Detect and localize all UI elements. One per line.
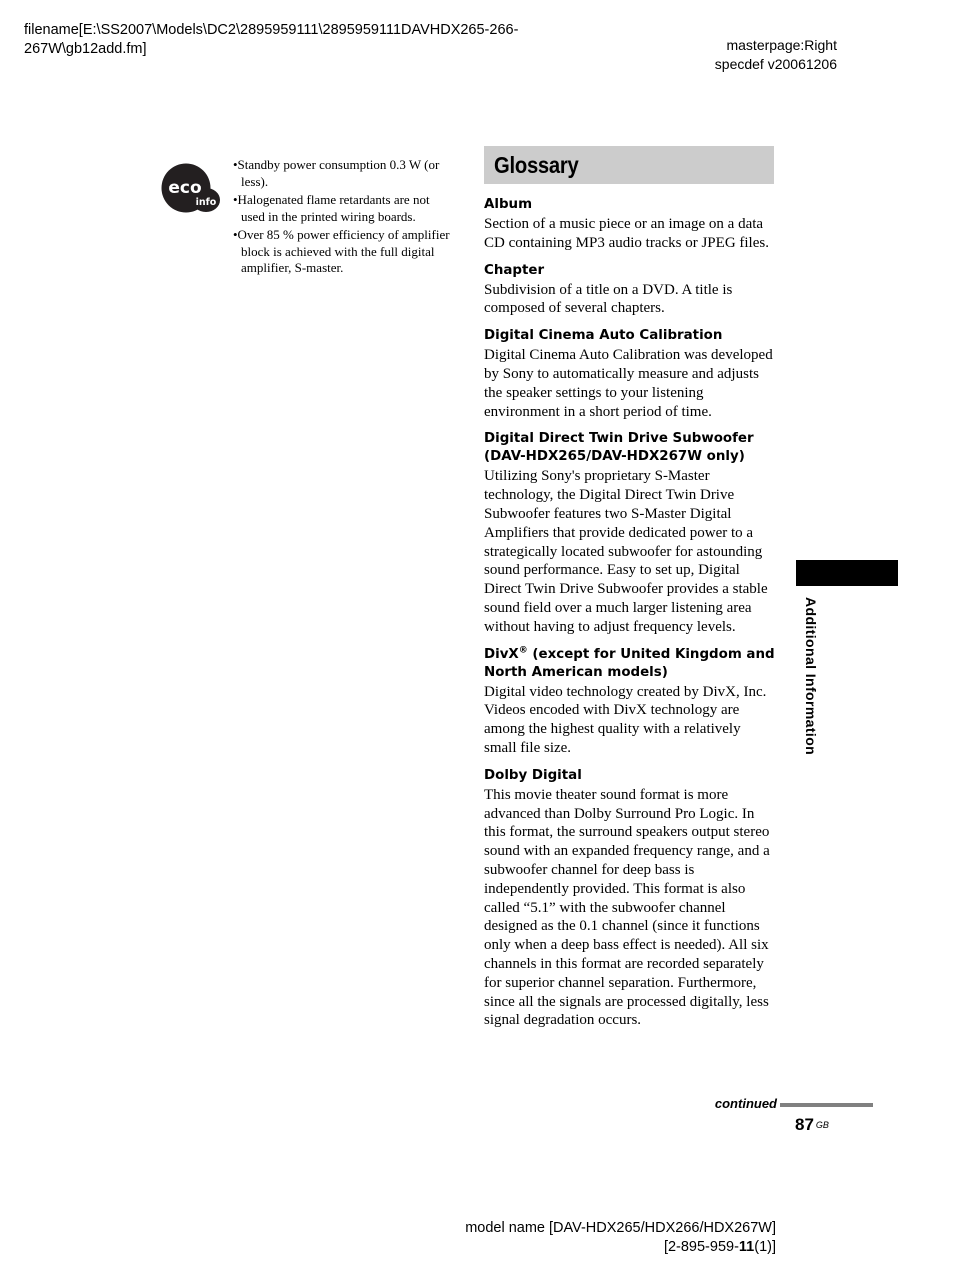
footer-model-info [440, 1219, 776, 1257]
eco-info-logo [161, 163, 221, 213]
header-filename-line2: 267W\gb12add.fm] [24, 41, 147, 57]
header-filename-line1: filename[E:\SS2007\Models\DC2\2895959111\2895959111DAVHDX265-266- [24, 22, 519, 38]
eco-info-list [233, 157, 453, 279]
definition-digital-direct-twin-drive-subwoofer: Utilizing Sony's proprietary S-Master technology, the Digital Direct Twin Drive Subwoofer features two S-Master Digital Amplifiers that provide dedicated power to a strategically located subwoofer for astounding sound performance. Easy to set up, Digital Direct Twin Drive Subwoofer provides a stable sound field over a much larger listening area without having to adjust frequency levels. [484, 468, 768, 635]
term-digital-cinema-auto-calibration: Digital Cinema Auto Calibration [484, 328, 723, 344]
definition-dolby-digital: This movie theater sound format is more advanced than Dolby Surround Pro Logic. In this format, the surround speakers output stereo sound with an expanded frequency range, and a subwoofer channel for deep bass is independently provided. This format is also called “5.1” with the subwoofer channel designed as the 0.1 channel (since it functions only when a deep bass effect is needed). All six channels in this format are recorded separately for superior channel separation. Furthermore, since all the signals are processed digitally, less signal degradation occurs. [484, 786, 770, 1029]
definition-album: Section of a music piece or an image on a data CD containing MP3 audio tracks or JPEG files. [484, 216, 769, 251]
eco-info-item: •Halogenated flame retardants are not used in the printed wiring boards. [233, 192, 430, 224]
term-digital-direct-twin-drive-subwoofer: Digital Direct Twin Drive Subwoofer (DAV-HDX265/DAV-HDX267W only) [484, 431, 754, 465]
eco-info-item: •Standby power consumption 0.3 W (or less). [233, 157, 440, 189]
page-number [795, 1114, 829, 1136]
section-tab-marker [796, 560, 898, 586]
eco-info-item: •Over 85 % power efficiency of amplifier block is achieved with the full digital amplifier, S-master. [233, 227, 450, 275]
section-tab-label: Additional Information [803, 597, 819, 756]
glossary-title: Glossary [494, 152, 579, 178]
eco-logo-sub: info [195, 197, 217, 208]
definition-chapter: Subdivision of a title on a DVD. A title is composed of several chapters. [484, 281, 733, 317]
footer-model-name: model name [DAV-HDX265/HDX266/HDX267W] [465, 1220, 776, 1236]
footer-code-prefix: [2-895-959- [663, 1239, 739, 1255]
term-chapter: Chapter [484, 262, 545, 278]
registered-mark: ® [518, 645, 528, 656]
header-specdef-line: specdef v20061206 [714, 56, 837, 72]
continued-label: continued [714, 1096, 777, 1111]
definition-digital-cinema-auto-calibration: Digital Cinema Auto Calibration was developed by Sony to automatically measure and adjusts the speaker settings to your listening environment in a short period of time. [484, 347, 773, 420]
page-number-suffix: GB [815, 1120, 829, 1130]
term-divx-rest: (except for United Kingdom and North American models) [484, 646, 775, 680]
header-masterpage [640, 36, 837, 74]
footer-part-code [440, 1238, 776, 1257]
page-number-value: 87 [795, 1115, 814, 1134]
footer-code-suffix: (1)] [754, 1239, 776, 1255]
glossary-entries [484, 196, 776, 1039]
term-divx [484, 646, 776, 682]
term-album: Album [484, 197, 533, 212]
definition-divx: Digital video technology created by DivX, Inc. Videos encoded with DivX technology are among the highest quality with a relatively small file size. [484, 683, 767, 756]
term-dolby-digital: Dolby Digital [484, 767, 582, 783]
footer-code-bold: 11 [738, 1239, 755, 1255]
continued-rule [780, 1103, 873, 1107]
glossary-heading-box [484, 146, 774, 184]
term-divx-prefix: DivX [484, 646, 519, 662]
header-masterpage-line: masterpage:Right [726, 37, 837, 53]
eco-logo-word: eco [168, 178, 202, 198]
header-filename [24, 21, 544, 59]
